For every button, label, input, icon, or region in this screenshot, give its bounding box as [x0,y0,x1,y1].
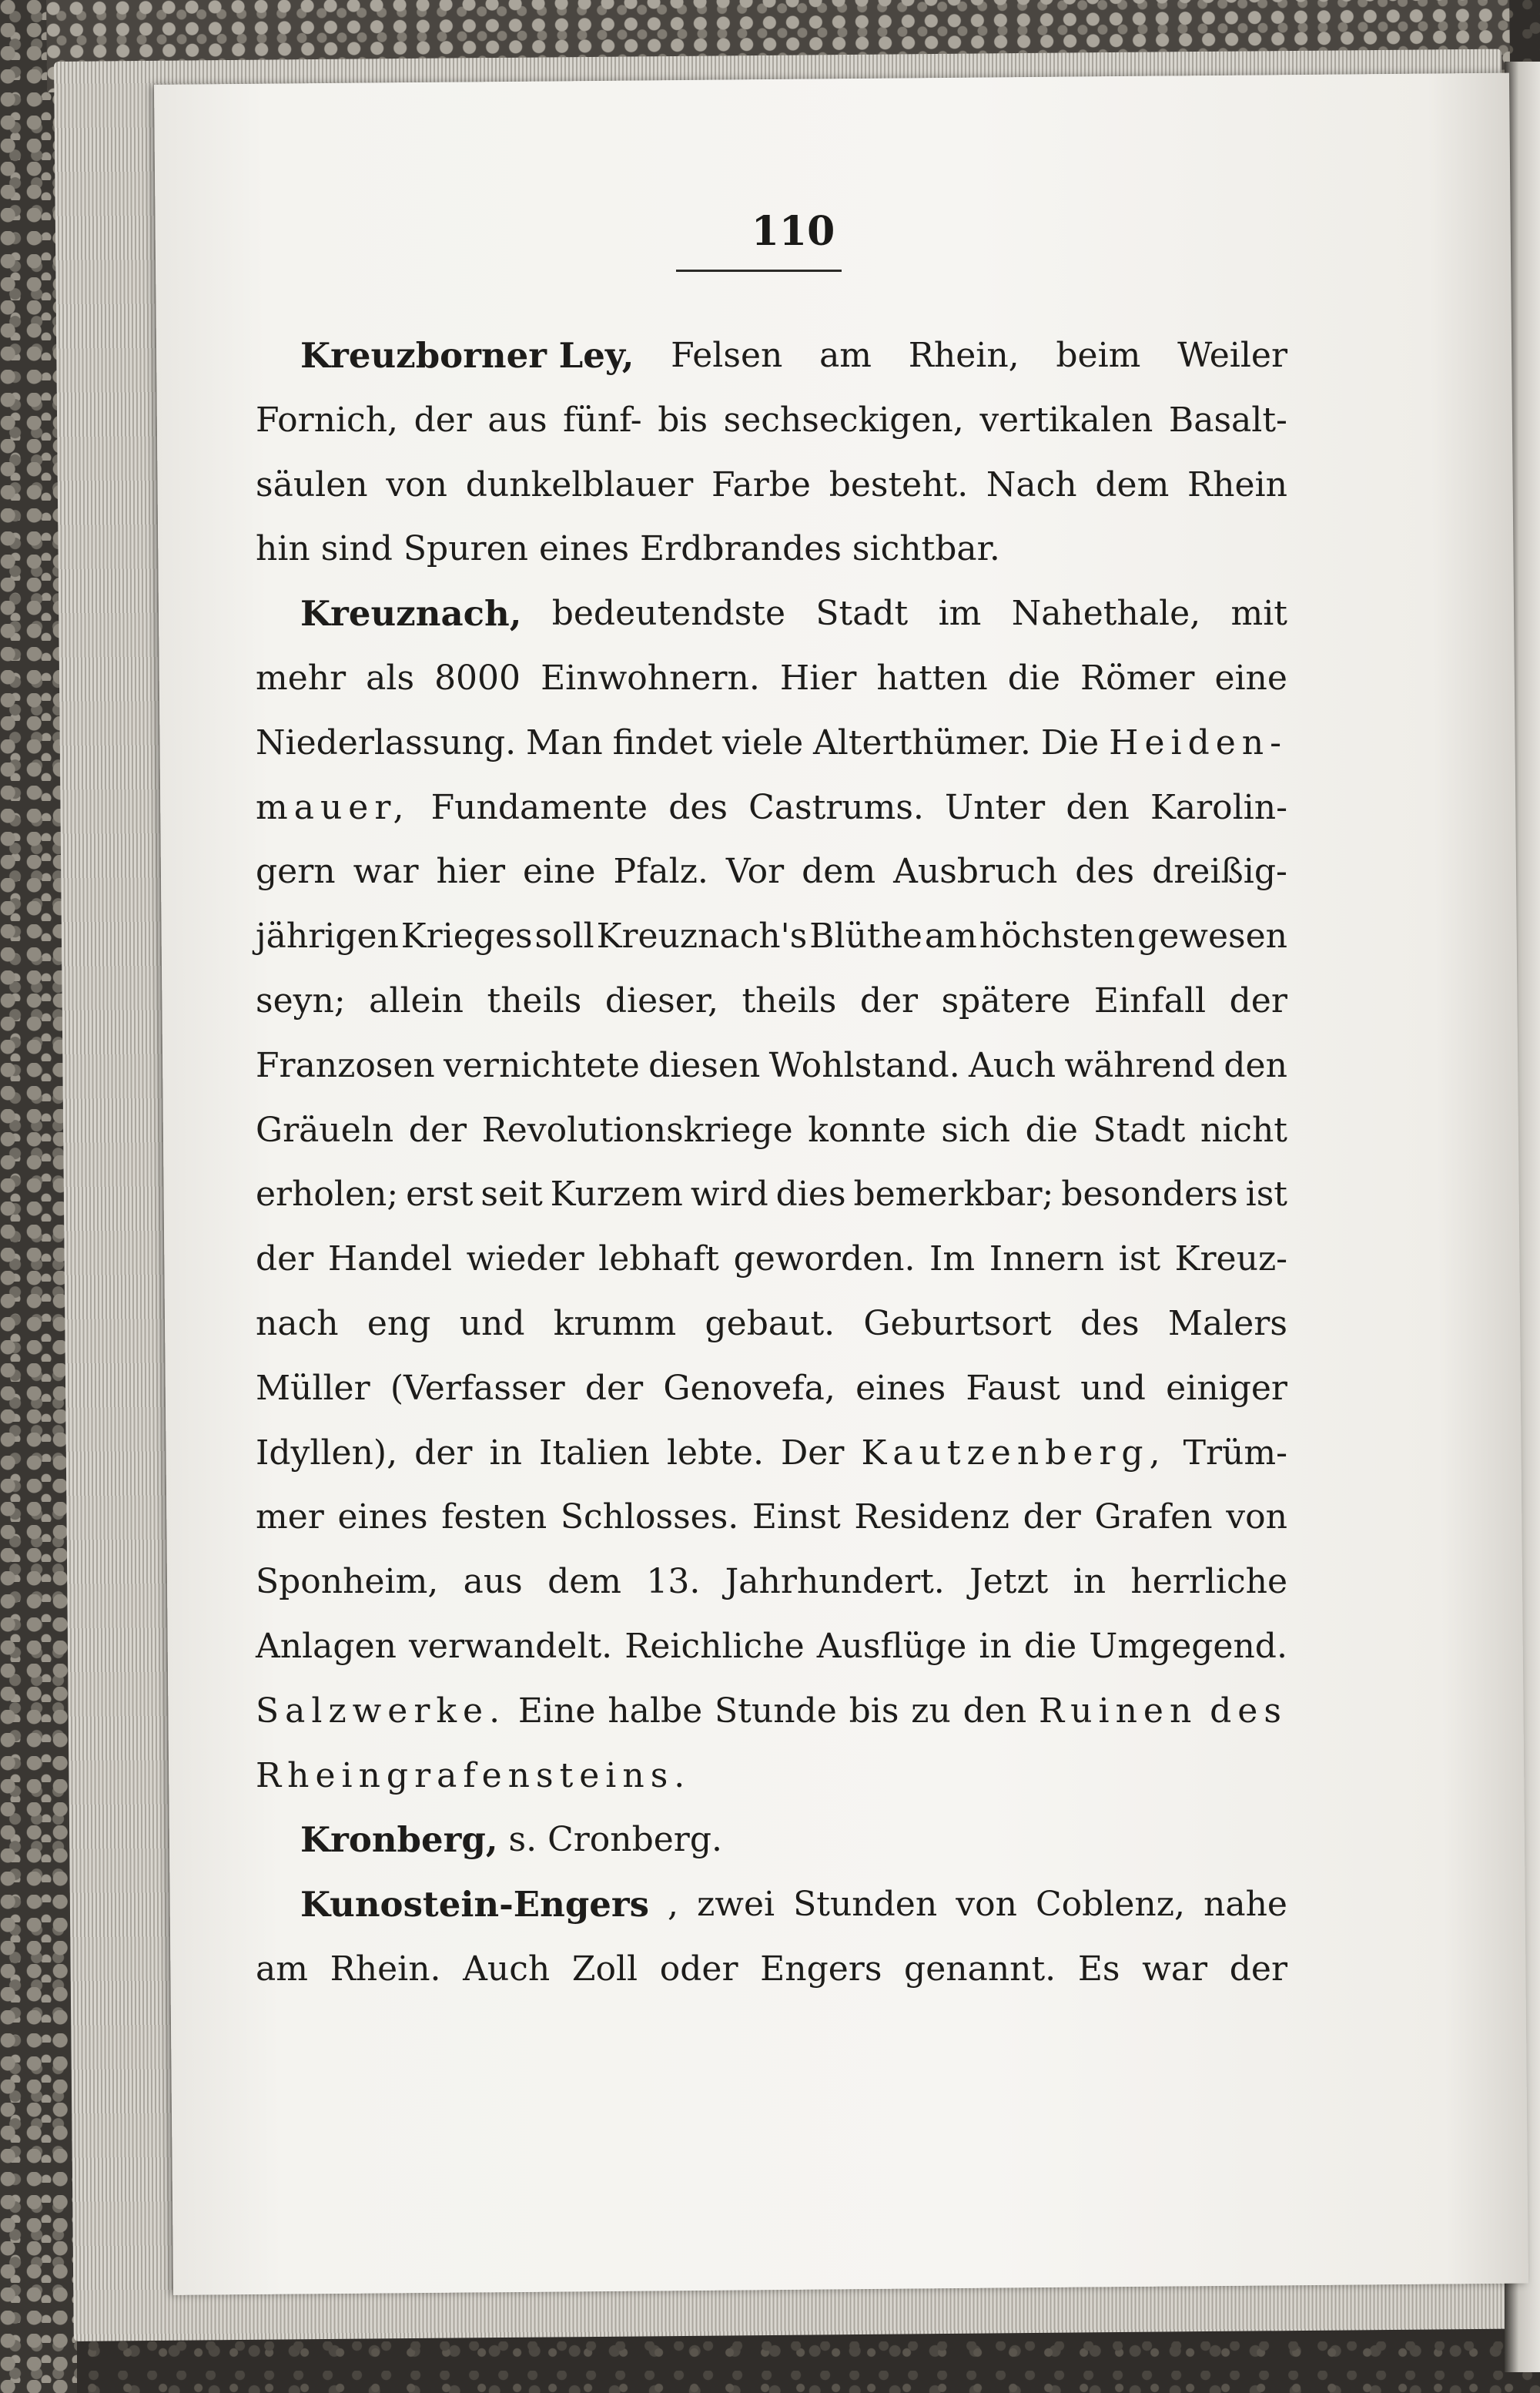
word: Ausflüge [816,1626,967,1666]
word: als [366,658,415,698]
word: Im [929,1239,976,1279]
word: bis [849,1691,899,1731]
entry-headword: Kreuzborner Ley, [300,335,634,376]
word: des [668,787,728,827]
word: der [256,1239,314,1279]
word: Residenz [854,1497,1009,1537]
word: mehr [256,658,346,698]
word: Cronberg. [547,1820,722,1860]
word: Engers [760,1949,882,1989]
text-line [256,1227,1287,1292]
word: zu [911,1691,951,1731]
word: geworden. [733,1239,916,1279]
word: ist [1245,1175,1287,1215]
word: Handel [327,1239,453,1279]
word: oder [659,1949,738,1989]
word: bemerkbar; [853,1175,1054,1215]
word: Es [1077,1949,1120,1989]
text-line [256,1485,1287,1550]
word: Der [781,1433,845,1473]
word: eines [538,529,630,569]
word: aus [487,400,547,440]
text-line [256,388,1287,453]
word: dem [1095,464,1170,504]
word: nahe [1204,1885,1287,1925]
word: eng [367,1303,431,1343]
word: sechseckigen, [723,400,964,440]
page-number: 110 [751,208,835,255]
word: den [1224,1045,1287,1085]
word: aus [463,1562,523,1602]
word: Auch [968,1045,1056,1085]
word: sichtbar. [852,529,1000,569]
word: festen [441,1497,547,1537]
word: sind [320,529,393,569]
word: Fundamente [430,787,648,827]
entry-headword: Kronberg, [300,1819,498,1861]
word: war [353,852,419,892]
word: Rhein [1187,464,1287,504]
word: im [938,594,982,634]
word: Basalt- [1168,400,1287,440]
word: Rhein, [908,336,1019,375]
word: der [1229,1949,1287,1989]
word: besteht. [829,464,969,504]
text-line [256,711,1287,776]
text-line [256,1614,1287,1679]
text-line [256,1292,1287,1356]
word: dies [775,1175,846,1215]
word: hier [436,852,505,892]
text-line [256,969,1287,1034]
text-line [256,904,1287,969]
word: eine [1214,658,1287,698]
word: Eine [517,1691,596,1731]
word: wird [690,1175,768,1215]
word: mit [1230,594,1287,634]
word: Rhein. [330,1949,441,1989]
word: Italien [539,1433,650,1473]
word: Kurzem [550,1175,683,1215]
word: Jahrhundert. [725,1562,945,1602]
word: herrliche [1130,1562,1287,1602]
word: einiger [1166,1368,1287,1408]
word: s. [508,1820,537,1860]
word: Grafen [1094,1497,1213,1537]
word: dreißig- [1152,852,1287,892]
word: der [408,1110,467,1150]
word: des [1210,1691,1287,1731]
word: Kautzenberg, [861,1433,1167,1473]
word: eine [523,852,596,892]
word: bis [658,400,708,440]
word: der [584,1368,644,1408]
word: Weiler [1177,336,1287,375]
word: fünf- [563,400,642,440]
word: von [1226,1497,1287,1537]
body-text [256,323,1287,2002]
word: lebhaft [598,1239,719,1279]
word: Innern [989,1239,1105,1279]
word: Umgegend. [1089,1626,1287,1666]
word: Gräueln [256,1110,394,1150]
word: Hier [779,658,857,698]
page-number-rule [676,270,842,272]
word: spätere [941,980,1071,1021]
word: Felsen [671,336,783,375]
word: Salzwerke. [256,1691,507,1731]
word: die [1023,1626,1077,1666]
word: hatten [876,658,988,698]
word: theils [742,980,837,1021]
text-line [256,453,1287,518]
word: Trüm- [1183,1433,1287,1473]
word: Sponheim, [256,1562,439,1602]
word: Man [526,722,603,762]
word: während [1064,1045,1216,1085]
word: dieser, [604,980,718,1021]
word: lebte. [666,1433,764,1473]
word: erst [406,1175,474,1215]
word: erholen; [256,1175,399,1215]
text-line [256,1744,1287,1808]
word: der [414,1433,473,1473]
word: und [1080,1368,1146,1408]
word: Stunden [793,1885,938,1925]
word: seyn; [256,980,346,1021]
text-line [256,840,1287,904]
word: mer [256,1497,324,1537]
word: von [956,1885,1017,1925]
word: dem [802,852,876,892]
word: Niederlassung. [256,722,517,762]
word: der [859,980,919,1021]
word: des [1080,1303,1140,1343]
word: die [1025,1110,1078,1150]
text-line [256,581,1287,646]
word: Faust [966,1368,1060,1408]
word: Unter [945,787,1046,827]
word: Geburtsort [863,1303,1052,1343]
word: findet [612,722,713,762]
word: Farbe [711,464,811,504]
word: des [1075,852,1135,892]
word: zwei [697,1885,775,1925]
word: Coblenz, [1035,1885,1185,1925]
word: dunkelblauer [465,464,694,504]
word: Krieges [400,917,533,957]
word: und [459,1303,525,1343]
word: gern [256,852,336,892]
word: Ausbruch [893,852,1058,892]
word: am [819,336,872,375]
word: Castrums. [748,787,924,827]
word: Wohlstand. [768,1045,960,1085]
text-line [256,517,1287,581]
word: von [386,464,448,504]
word: Auch [463,1949,551,1989]
word: genannt. [904,1949,1056,1989]
word: dem [547,1562,622,1602]
word: Stadt [1093,1110,1186,1150]
word: vernichtete [444,1045,640,1085]
word: nicht [1200,1110,1287,1150]
word: Alterthümer. [813,722,1031,762]
word: Revolutionskriege [481,1110,793,1150]
text-line [256,1808,1287,1872]
word: 13. [646,1562,701,1602]
word: Kreuznach's [596,917,808,957]
word: Karolin- [1150,787,1287,827]
word: , [668,1885,679,1925]
word: Die [1040,722,1100,762]
word: Rheingrafensteins. [256,1755,691,1795]
word: Römer [1080,658,1195,698]
word: hin [256,529,310,569]
text-line [256,1098,1287,1163]
word: war [1142,1949,1208,1989]
word: Anlagen [256,1626,397,1666]
text-line [256,776,1287,840]
word: verwandelt. [409,1626,613,1666]
word: ist [1118,1239,1161,1279]
word: Spuren [403,529,528,569]
word: Einst [752,1497,841,1537]
word: eines [855,1368,946,1408]
word: halbe [608,1691,703,1731]
word: diesen [648,1045,761,1085]
text-line [256,1421,1287,1486]
word: allein [369,980,464,1021]
text-line [256,1550,1287,1614]
word: nach [256,1303,339,1343]
word: Schlosses. [560,1497,739,1537]
word: in [1073,1562,1106,1602]
word: Reichliche [624,1626,805,1666]
word: seit [480,1175,543,1215]
word: konnte [808,1110,926,1150]
word: säulen [256,464,368,504]
text-line [256,1679,1287,1744]
word: am [256,1949,308,1989]
text-line [256,646,1287,711]
word: jährigen [256,917,399,957]
word: Heiden- [1109,722,1287,762]
word: (Verfasser [390,1368,565,1408]
word: Erdbrandes [640,529,842,569]
word: Fornich, [256,400,399,440]
text-line [256,323,1287,388]
text-line [256,1034,1287,1098]
word: Kreuz- [1174,1239,1287,1279]
word: sich [941,1110,1011,1150]
word: Nach [986,464,1077,504]
word: krumm [553,1303,677,1343]
word: in [489,1433,522,1473]
text-line [256,1162,1287,1227]
word: eines [337,1497,428,1537]
word: bedeutendste [551,594,785,634]
word: Nahethale, [1011,594,1201,634]
text-line [256,1937,1287,2002]
word: in [979,1626,1012,1666]
word: Idyllen), [256,1433,398,1473]
word: höchsten [979,917,1136,957]
word: Jetzt [969,1562,1049,1602]
word: Einfall [1093,980,1207,1021]
word: die [1007,658,1060,698]
word: der [413,400,472,440]
word: vertikalen [979,400,1153,440]
entry-headword: Kunostein-Engers [300,1884,649,1925]
word: viele [722,722,804,762]
word: Franzosen [256,1045,435,1085]
word: Stadt [815,594,909,634]
text-line [256,1356,1287,1421]
word: der [1023,1497,1081,1537]
word: Vor [725,852,785,892]
word: Genovefa, [663,1368,835,1408]
word: Ruinen [1039,1691,1198,1731]
text-line [256,1872,1287,1937]
word: gewesen [1137,917,1287,957]
word: Stunde [715,1691,837,1731]
word: den [1066,787,1130,827]
word: mauer, [256,787,410,827]
word: soll [534,917,594,957]
word: Müller [256,1368,370,1408]
word: beim [1056,336,1141,375]
word: theils [487,980,582,1021]
word: Zoll [571,1949,638,1989]
word: Pfalz. [613,852,708,892]
word: am [924,917,977,957]
word: wieder [466,1239,584,1279]
word: Einwohnern. [541,658,760,698]
word: besonders [1061,1175,1238,1215]
word: 8000 [434,658,521,698]
word: gebaut. [705,1303,835,1343]
word: Blüthe [809,917,922,957]
word: den [962,1691,1027,1731]
word: der [1229,980,1287,1021]
word: Malers [1167,1303,1287,1343]
entry-headword: Kreuznach, [300,593,522,635]
